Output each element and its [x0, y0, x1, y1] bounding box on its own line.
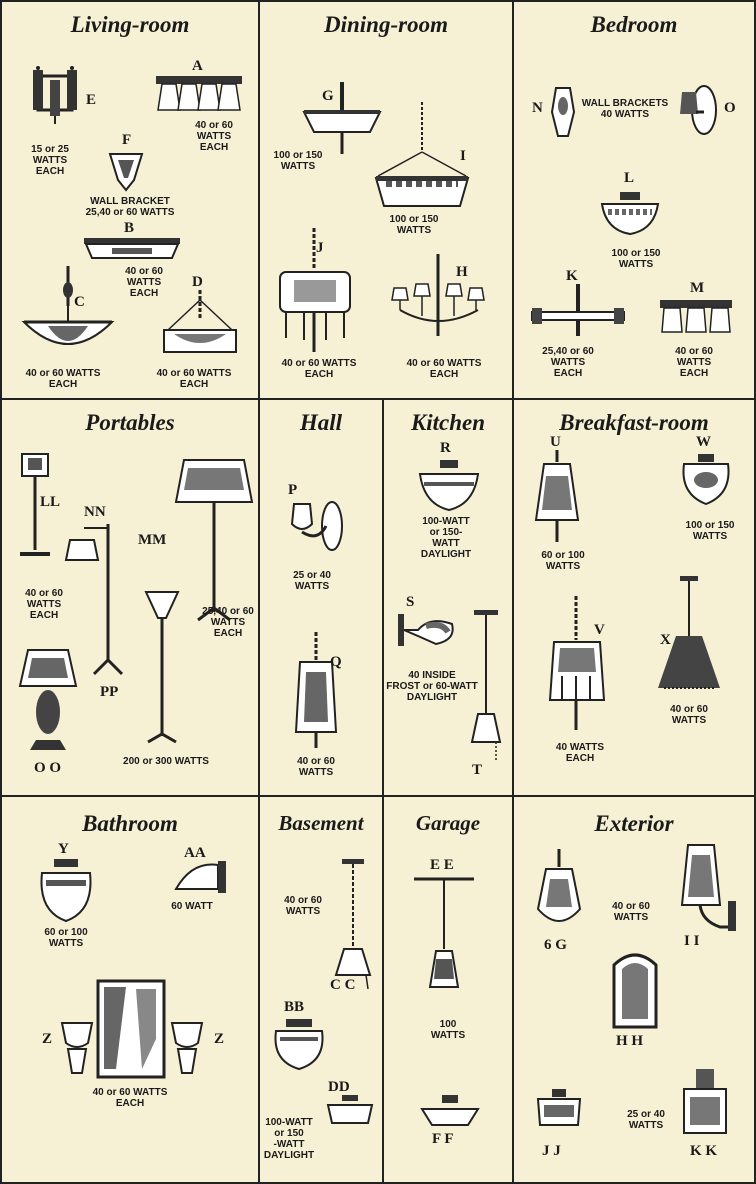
fixture-letter-ii: I I — [684, 933, 700, 949]
section-hall — [260, 400, 382, 795]
ceiling-fixture-l — [598, 190, 662, 238]
fixture-caption-w: 100 or 150 WATTS — [685, 520, 735, 542]
wall-lantern-ii — [670, 841, 740, 933]
fixture-letter-r: R — [440, 440, 451, 456]
fixture-letter-z-right: Z — [214, 1031, 225, 1047]
fixture-caption-h: 40 or 60 WATTS EACH — [406, 358, 482, 380]
fixture-letter-l: L — [624, 170, 635, 186]
fixture-caption-u: 60 or 100 WATTS — [541, 550, 585, 572]
fixture-letter-i: I — [460, 148, 466, 164]
fixture-letter-u: U — [550, 434, 561, 450]
section-title: Portables — [85, 410, 175, 435]
fixture-caption-b: 40 or 60 WATTS EACH — [125, 266, 163, 299]
fixture-letter-bb: BB — [284, 999, 305, 1015]
fixture-letter-o: O — [724, 100, 736, 116]
fixture-caption-i: 100 or 150 WATTS — [389, 214, 439, 236]
section-title: Exterior — [594, 811, 674, 836]
ceiling-fixture-ff — [418, 1095, 482, 1131]
fixture-letter-s: S — [406, 594, 415, 610]
fixture-caption-aa: 60 WATT — [171, 901, 213, 912]
sconce-fixture-z-right — [168, 1019, 206, 1077]
section-exterior — [514, 797, 754, 1182]
fixture-letter-cc: C C — [330, 977, 356, 993]
section-title: Breakfast-room — [559, 410, 709, 435]
fixture-letter-a: A — [192, 58, 203, 74]
fixture-letter-e: E — [86, 92, 97, 108]
fixture-caption-no: WALL BRACKETS 40 WATTS — [581, 98, 669, 120]
sconce-fixture-e — [30, 66, 80, 126]
fixture-caption-s: 40 INSIDE FROST or 60-WATT DAYLIGHT — [386, 670, 478, 703]
bowl-fixture-c — [18, 266, 118, 366]
fixture-caption-e: 15 or 25 WATTS EACH — [31, 144, 69, 177]
fixture-letter-oo: O O — [34, 760, 62, 776]
section-garage — [384, 797, 512, 1182]
wall-bracket-aa — [172, 859, 238, 895]
fixture-letter-j: J — [316, 240, 324, 256]
lantern-fixture-v — [544, 596, 610, 736]
section-title: Living-room — [70, 12, 190, 37]
fixture-letter-hh: H H — [616, 1033, 644, 1049]
fixture-caption-x: 40 or 60 WATTS — [670, 704, 708, 726]
pendant-fixture-ee — [412, 875, 476, 993]
fixture-letter-aa: AA — [184, 845, 206, 861]
fixture-letter-jj: J J — [542, 1143, 561, 1159]
chain-fixture-d — [160, 290, 240, 364]
wall-lantern-hh — [610, 949, 660, 1031]
fixture-letter-g: G — [322, 88, 334, 104]
fixture-letter-k: K — [566, 268, 578, 284]
fixture-caption-mm: 25,40 or 60 WATTS EACH — [202, 606, 254, 639]
fixture-letter-p: P — [288, 482, 298, 498]
ceiling-fixture-a — [154, 74, 244, 114]
section-bedroom — [514, 2, 754, 398]
bowl-fixture-i — [372, 102, 468, 212]
section-portables — [2, 400, 258, 795]
chandelier-fixture-h — [390, 254, 490, 344]
fixture-letter-mm: MM — [138, 532, 167, 548]
fixture-letter-nn: NN — [84, 504, 106, 520]
wall-bracket-n — [550, 86, 576, 138]
fixture-letter-z-left: Z — [42, 1031, 53, 1047]
fixture-caption-g: 100 or 150 WATTS — [273, 150, 323, 172]
fixture-caption-v: 40 WATTS EACH — [555, 742, 605, 764]
fixture-letter-f: F — [122, 132, 132, 148]
ceiling-fixture-m — [658, 298, 734, 338]
fixture-caption-l: 100 or 150 WATTS — [611, 248, 661, 270]
pendant-fixture-cc — [330, 859, 376, 991]
fixture-caption-dd: 100-WATT or 150 -WATT DAYLIGHT — [263, 1117, 315, 1161]
fixture-caption-pp: 200 or 300 WATTS — [123, 756, 209, 767]
fixture-letter-q: Q — [330, 654, 342, 670]
lantern-fixture-gg — [536, 849, 582, 935]
wall-sconce-p — [288, 496, 348, 556]
fixture-letter-v: V — [594, 622, 605, 638]
fixture-caption-j: 40 or 60 WATTS EACH — [281, 358, 357, 380]
fixture-letter-d: D — [192, 274, 203, 290]
fixture-letter-b: B — [124, 220, 135, 236]
fixture-letter-dd: DD — [328, 1079, 350, 1095]
fixture-letter-kk: K K — [690, 1143, 718, 1159]
fixture-letter-x: X — [660, 632, 671, 648]
section-kitchen — [384, 400, 512, 795]
fixture-caption-ee: 100 WATTS — [430, 1019, 466, 1041]
fixture-caption-z: 40 or 60 WATTS EACH — [92, 1087, 168, 1109]
section-title: Garage — [415, 811, 481, 835]
ceiling-fixture-jj — [534, 1089, 584, 1131]
wall-bracket-f — [106, 150, 146, 192]
section-title: Bathroom — [82, 811, 178, 836]
fixture-caption-ggii: 40 or 60 WATTS — [612, 901, 650, 923]
wall-lantern-kk — [680, 1067, 730, 1139]
section-title: Kitchen — [410, 410, 486, 435]
section-title: Dining-room — [324, 12, 448, 37]
lantern-fixture-j — [274, 228, 358, 354]
wall-bracket-o — [678, 82, 718, 136]
fixture-letter-ee: E E — [430, 857, 454, 873]
ceiling-fixture-bb — [270, 1019, 328, 1073]
ceiling-fixture-w — [678, 454, 734, 510]
ceiling-fixture-b — [82, 236, 182, 262]
fixture-caption-f: WALL BRACKET 25,40 or 60 WATTS — [85, 196, 175, 218]
ceiling-fixture-r — [414, 458, 484, 514]
fixture-letter-h: H — [456, 264, 468, 280]
section-basement — [260, 797, 382, 1182]
fixture-letter-n: N — [532, 100, 543, 116]
section-title: Bedroom — [590, 12, 678, 37]
ceiling-fixture-dd — [324, 1095, 376, 1129]
mirror-z — [96, 979, 166, 1079]
fixture-letter-m: M — [690, 280, 705, 296]
fixture-caption-c: 40 or 60 WATTS EACH — [25, 368, 101, 390]
cross-fixture-k — [530, 284, 626, 340]
pendant-fixture-t — [466, 610, 506, 760]
fixture-letter-gg: 6 G — [544, 937, 567, 953]
section-title: Hall — [299, 410, 343, 435]
fixture-letter-ff: F F — [432, 1131, 454, 1147]
section-dining-room — [260, 2, 512, 398]
fixture-caption-jjkk: 25 or 40 WATTS — [627, 1109, 665, 1131]
fixture-caption-k: 25,40 or 60 WATTS EACH — [542, 346, 594, 379]
fixture-caption-m: 40 or 60 WATTS EACH — [675, 346, 713, 379]
section-breakfast-room — [514, 400, 754, 795]
fixture-letter-pp: PP — [100, 684, 119, 700]
sconce-fixture-z-left — [58, 1019, 96, 1077]
fixture-letter-c: C — [74, 294, 85, 310]
fixture-letter-w: W — [696, 434, 711, 450]
ceiling-fixture-y — [36, 859, 96, 925]
section-title: Basement — [278, 811, 364, 835]
fixture-caption-d: 40 or 60 WATTS EACH — [156, 368, 232, 390]
table-lamp-oo — [16, 646, 80, 756]
fixture-letter-y: Y — [58, 841, 69, 857]
fixture-caption-y: 60 or 100 WATTS — [44, 927, 88, 949]
wall-bracket-s — [396, 610, 458, 650]
fixture-caption-ll: 40 or 60 WATTS EACH — [25, 588, 63, 621]
fixture-letter-ll: LL — [40, 494, 61, 510]
lantern-fixture-q — [294, 632, 340, 752]
fixture-caption-r: 100-WATT or 150- WATT DAYLIGHT — [420, 516, 472, 560]
fixture-caption-p: 25 or 40 WATTS — [293, 570, 331, 592]
fixture-caption-cc: 40 or 60 WATTS — [284, 895, 322, 917]
lantern-fixture-u — [532, 450, 582, 546]
section-bathroom — [2, 797, 258, 1182]
fixture-letter-t: T — [472, 762, 483, 778]
floor-lamp-pp — [140, 588, 184, 746]
fixture-caption-a: 40 or 60 WATTS EACH — [195, 120, 233, 153]
fixture-caption-q: 40 or 60 WATTS — [297, 756, 335, 778]
section-living-room — [2, 2, 258, 398]
floor-lamp-mm — [174, 456, 254, 624]
